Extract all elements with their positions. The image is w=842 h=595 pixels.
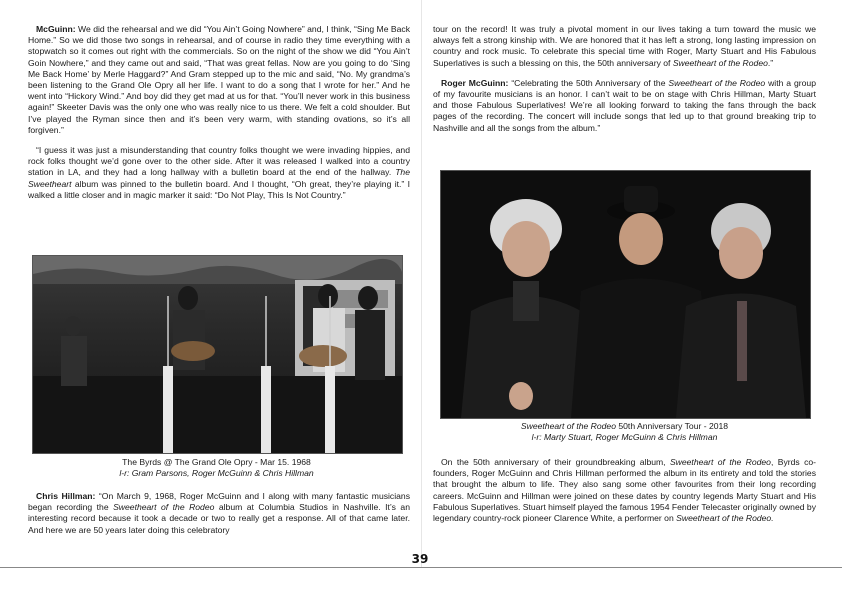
album-title: Sweetheart of the Rodeo <box>669 457 771 467</box>
paragraph-text: “I guess it was just a misunderstanding that country folks thought we were invading hippies, and rock folks thought we’d gone over to the other side. After it was released I walked into a country station in LA, and they had a long hallway with a bulletin board at the end of the hallway. <box>28 145 410 178</box>
left-column-bottom <box>28 491 410 545</box>
caption-names: l-r: Marty Stuart, Roger McGuinn & Chris Hillman <box>531 432 718 442</box>
right-column-bottom <box>433 457 816 533</box>
album-title: Sweetheart of the Rodeo <box>672 57 768 68</box>
paragraph-text: with a group of my favourite musicians is an honor. I can’t wait to be on stage with Chris Hillman, Marty Stuart and those Fabulous Superlatives! We’re all looking forward to taking the fans through the back pages of the recording. The concert will include songs that led up to that ground breaking trip to Nashville and all the songs from the album.” <box>433 77 816 133</box>
album-title: Sweetheart of the Rodeo. <box>676 513 774 524</box>
page-number: 39 <box>411 552 429 566</box>
paragraph-50th-anniversary <box>433 457 816 524</box>
spread-gutter <box>421 0 422 567</box>
paragraph-text: On the 50th anniversary of their groundbreaking album, <box>441 457 670 467</box>
paragraph-text: album at Columbia Studios in Nashville. It’s an interesting record because it took a decade or two to really get a response. All of that came later. And here we are 50 years later doing this celebratory <box>28 502 410 535</box>
paragraph-misunderstanding <box>28 145 410 201</box>
paragraph-text: We did the rehearsal and we did “You Ain’t Going Nowhere” and, I think, “Sing Me Back Home.” So we did those two songs in rehearsal, and of course in radio they time everything with a stopwatch so it comes out right with the commercials. So on the night of the show we did “You Ain’t Goin Nowhere,” and they came out and said, “That was great fellas. Now are you going to do ‘Sing Me Back Home’ by Merle Haggard?” And Gram stepped up to the mic and said, “No. My grandma’s been listening to the Grand Ole Opry all her life. I want to do a song that I wrote for her.” And he went into “Hickory Wind.” And boy did they get mad at us for that. “You’ll never work in this business again!” Skeeter Davis was the only one who was really nice to us there. We felt a cold shoulder. But I’ve played the Ryman since then and it’s been very warm, with standing ovations, so it’s all forgiven.” <box>28 24 410 135</box>
album-title: Sweetheart of the Rodeo <box>113 502 215 513</box>
caption-names: l-r: Gram Parsons, Roger McGuinn & Chris Hillman <box>119 468 314 478</box>
paragraph-text: album was pinned to the bulletin board. And I thought, “Oh great, they’re playing it.” I walked a little closer and in magic marker it said: “Do Not Play, This Is Not Country.” <box>28 178 410 200</box>
paragraph-text: , Byrds co-founders, Roger McGuinn and Chris Hillman performed the album in its entirety and told the stories that brought the album to life. They also sang some other favourites from their long recording careers. McGuinn and Hillman were joined on these dates by country legends Marty Stuart and His Fabulous Superlatives. Stuart himself played the famous 1954 Fender Telecaster originally owned by legendary country-rock pioneer Clarence White, a performer on <box>433 457 817 524</box>
paragraph-hillman <box>28 491 410 536</box>
paragraph-hillman-continued <box>433 24 816 69</box>
caption-title <box>440 421 809 432</box>
paragraph-roger-mcguinn <box>433 78 816 134</box>
speaker-name: Roger McGuinn: <box>441 77 509 88</box>
paragraph-text: “Celebrating the 50th Anniversary of the <box>508 77 669 88</box>
paragraph-text: .” <box>767 57 774 68</box>
byrds-photo-caption <box>32 457 401 479</box>
speaker-name: McGuinn: <box>36 24 76 34</box>
paragraph-text: tour on the record! It was truly a pivotal moment in our lives taking a turn toward the music we always felt a strong kinship with. We are honored that it has left a strong, long lasting impression on country and rock music. To celebrate this special time with Roger, Marty Stuart and His Fabulous Superlatives is such a blessing on this, the 50th anniversary of <box>433 24 816 68</box>
paragraph-text: “On March 9, 1968, Roger McGuinn and I along with many fantastic musicians began recording the <box>28 491 410 513</box>
byrds-grand-ole-opry-photo <box>32 255 403 454</box>
album-title: Sweetheart of the Rodeo <box>668 77 766 88</box>
caption-text: 50th Anniversary Tour - 2018 <box>615 421 729 431</box>
caption-title: The Byrds @ The Grand Ole Opry - Mar 15. 1968 <box>122 457 311 467</box>
right-column <box>433 24 816 143</box>
anniversary-tour-photo <box>440 170 811 419</box>
anniversary-photo-caption <box>440 421 809 443</box>
speaker-name: Chris Hillman: <box>36 491 96 501</box>
left-column <box>28 24 410 210</box>
album-title: Sweetheart of the Rodeo <box>520 421 616 431</box>
paragraph-mcguinn <box>28 24 410 136</box>
footer-rule <box>0 567 842 568</box>
album-title: The Sweetheart <box>28 167 410 189</box>
